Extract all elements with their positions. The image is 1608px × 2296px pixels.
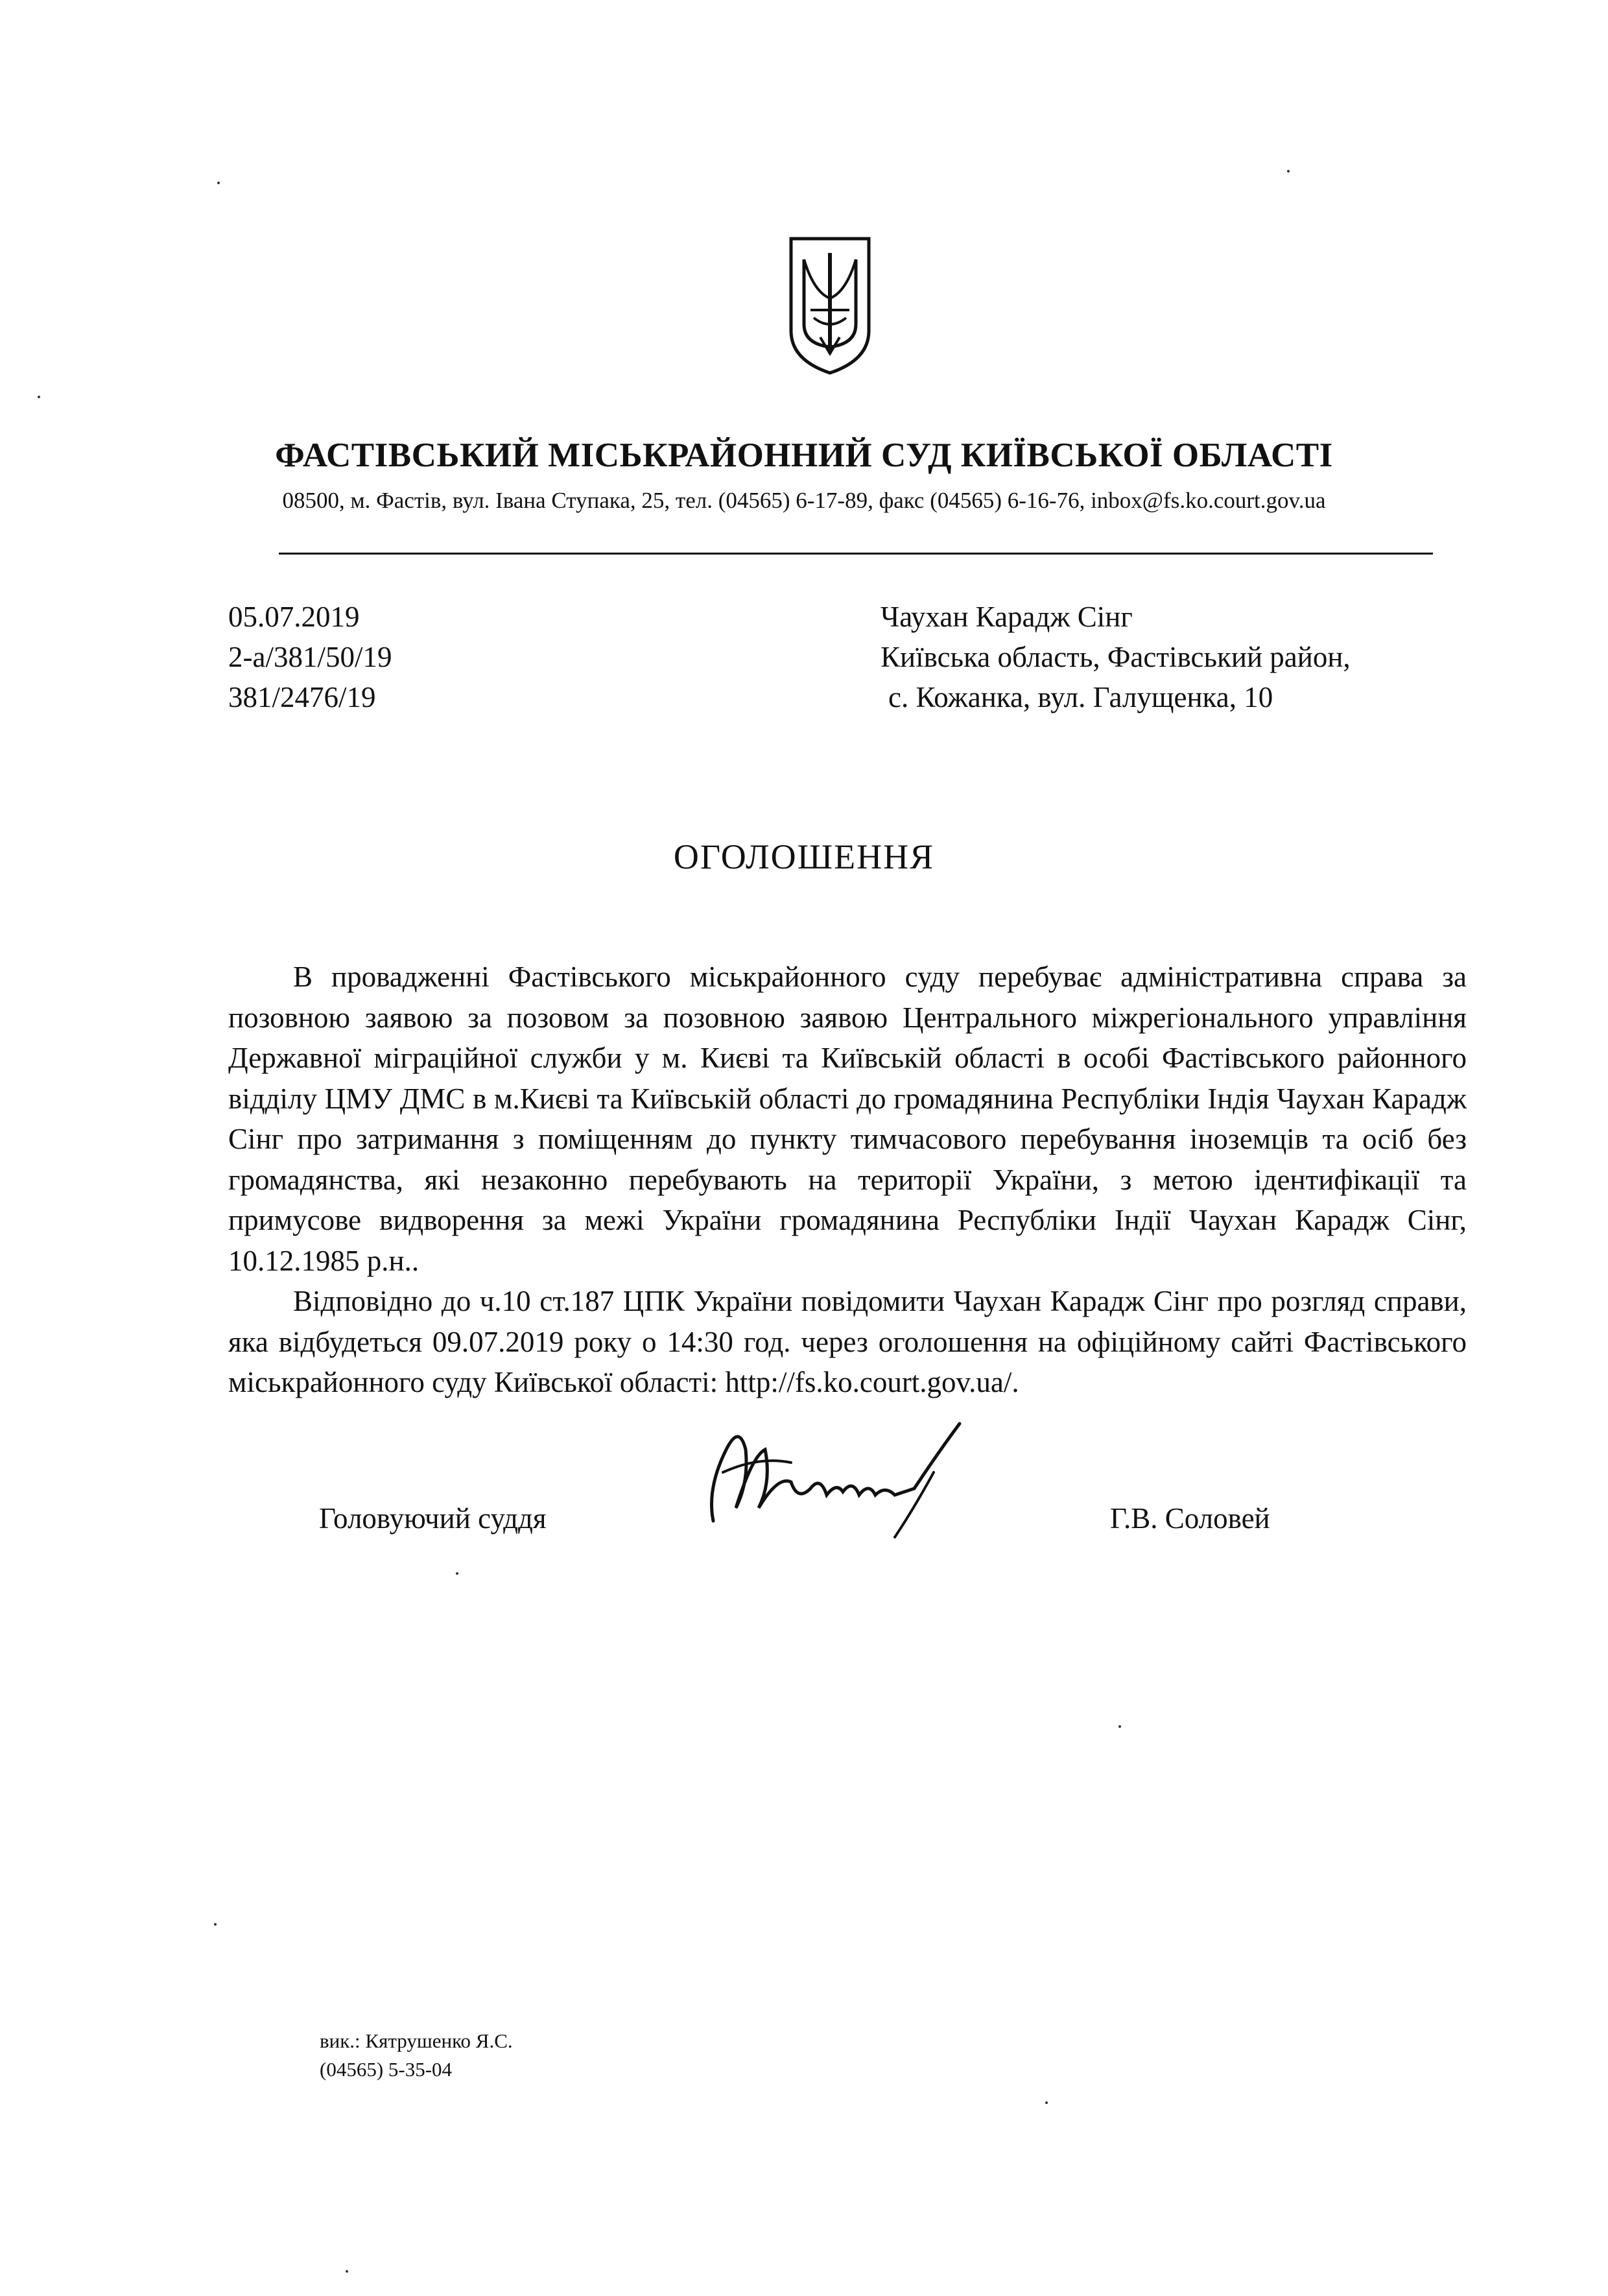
- scan-speck: [1118, 1725, 1121, 1728]
- document-date: 05.07.2019: [228, 601, 360, 633]
- recipient-block: [881, 597, 1351, 717]
- scan-speck: [1045, 2101, 1048, 2104]
- document-body: [228, 957, 1467, 1403]
- scan-speck: [38, 396, 40, 398]
- scan-speck: [346, 2270, 348, 2273]
- signatory-title: Головуючий суддя: [319, 1502, 547, 1535]
- executor-name: вик.: Кятрушенко Я.С.: [320, 2029, 513, 2052]
- court-address: 08500, м. Фастів, вул. Івана Ступака, 25, тел. (04565) 6-17-89, факс (04565) 6-16-76, inbox@fs.ko.court.gov.ua: [282, 488, 1326, 513]
- recipient-name: Чаухан Карадж Сінг: [881, 601, 1133, 633]
- scan-speck: [456, 1572, 458, 1575]
- document-meta: [228, 597, 392, 717]
- scan-speck: [214, 1923, 217, 1926]
- recipient-address-line1: Київська область, Фастівський район,: [881, 641, 1351, 673]
- signatory-name: Г.В. Соловей: [1110, 1502, 1270, 1535]
- court-name: ФАСТІВСЬКИЙ МІСЬКРАЙОННИЙ СУД КИЇВСЬКОЇ ОБЛАСТІ: [275, 436, 1333, 474]
- document-heading: ОГОЛОШЕННЯ: [673, 837, 935, 876]
- trident-emblem-icon: [785, 233, 875, 376]
- recipient-address-line2: с. Кожанка, вул. Галущенка, 10: [888, 681, 1273, 713]
- executor-info: [320, 2027, 513, 2084]
- body-paragraph-1: В провадженні Фастівського міськрайонного суду перебуває адміністративна справа за позовною заявою за позовом за позовною заявою Центрального міжрегіонального управління Державної міграційної служби у м. Києві та Київській області в особі Фастівського районного відділу ЦМУ ДМС в м.Києві та Київській області до громадянина Республіки Індія Чаухан Карадж Сінг про затримання з поміщенням до пункту тимчасового перебування іноземців та осіб без громадянства, які незаконно перебувають на території України, з метою ідентифікації та примусове видворення за межі України громадянина Республіки Індії Чаухан Карадж Сінг, 10.12.1985 р.н..: [228, 961, 1467, 1277]
- scan-speck: [1287, 170, 1290, 173]
- executor-phone: (04565) 5-35-04: [320, 2058, 453, 2081]
- scan-speck: [217, 182, 220, 184]
- case-number: 2-а/381/50/19: [228, 641, 392, 673]
- proceeding-number: 381/2476/19: [228, 681, 376, 713]
- body-paragraph-2: Відповідно до ч.10 ст.187 ЦПК України повідомити Чаухан Карадж Сінг про розгляд справи, яка відбудеться 09.07.2019 року о 14:30 год. через оголошення на офіційному сайті Фастівського міськрайонного суду Київської області: http://fs.ko.court.gov.ua/.: [228, 1285, 1467, 1398]
- header-divider: [279, 553, 1433, 555]
- handwritten-signature: [700, 1411, 973, 1540]
